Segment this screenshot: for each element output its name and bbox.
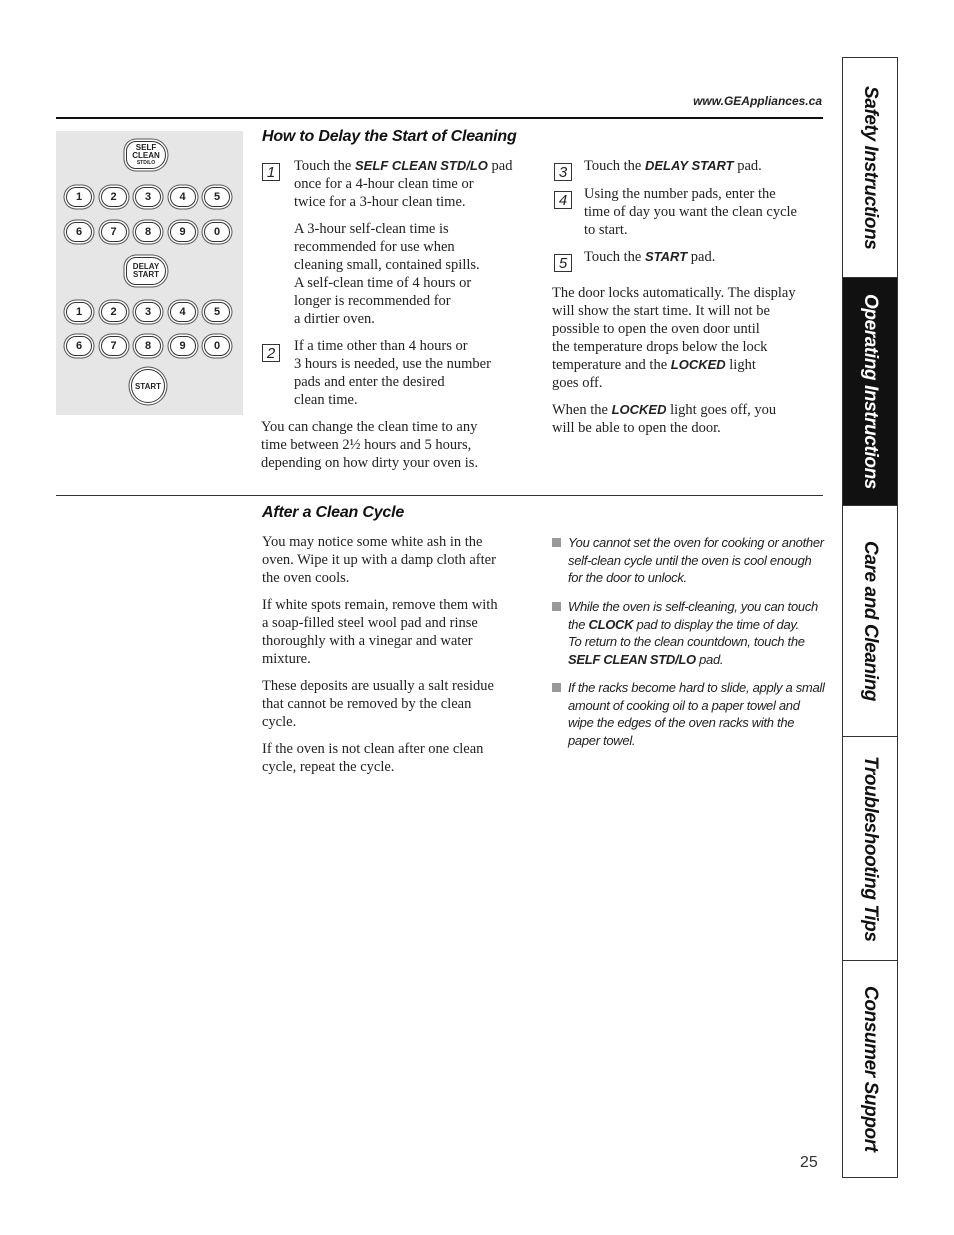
number-pad-2: 2 <box>101 302 127 322</box>
text-line: self-clean cycle until the oven is cool enough <box>568 552 812 568</box>
change-time-text <box>261 418 531 472</box>
text-line: the temperature drops below the lock <box>552 339 768 355</box>
number-pad-1: 1 <box>66 187 92 207</box>
text-line: a dirtier oven. <box>294 311 375 327</box>
tab-safety-instructions[interactable]: Safety Instructions <box>843 58 897 278</box>
number-pad-5: 5 <box>204 302 230 322</box>
text-line: longer is recommended for <box>294 293 451 309</box>
number-pad-6: 6 <box>66 222 92 242</box>
bullet-square-icon <box>552 538 561 547</box>
text-line: These deposits are usually a salt residue <box>262 678 494 694</box>
delay-start-label-2: START <box>132 270 160 279</box>
text-line: the oven cools. <box>262 570 350 586</box>
step-number: 2 <box>262 344 280 362</box>
start-pad-ref: START <box>645 249 688 264</box>
text-line: to start. <box>584 222 628 238</box>
after-paragraph <box>262 677 537 731</box>
after-paragraph <box>262 740 537 776</box>
after-paragraph <box>262 533 537 587</box>
top-rule <box>56 117 823 119</box>
number-pad-0: 0 <box>204 336 230 356</box>
text-line: thoroughly with a vinegar and water <box>262 633 473 649</box>
self-clean-label-2: CLEAN <box>132 151 160 160</box>
text-line: You cannot set the oven for cooking or another <box>568 535 824 550</box>
number-pad-6: 6 <box>66 336 92 356</box>
number-pad-0: 0 <box>204 222 230 242</box>
number-pad-3: 3 <box>135 302 161 322</box>
text-line: If a time other than 4 hours or <box>294 338 468 354</box>
text-line: The door locks automatically. The display <box>552 285 796 301</box>
text-line: clean time. <box>294 392 358 408</box>
text-line: You can change the clean time to any <box>261 419 478 435</box>
bullet-square-icon <box>552 683 561 692</box>
locked-light-ref: LOCKED <box>670 357 726 372</box>
number-pad-2: 2 <box>101 187 127 207</box>
text-line: wipe the edges of the oven racks with the <box>568 715 795 730</box>
text-line: cycle, repeat the cycle. <box>262 759 395 775</box>
tab-care-and-cleaning[interactable]: Care and Cleaning <box>843 506 897 737</box>
tab-troubleshooting-tips[interactable]: Troubleshooting Tips <box>843 737 897 961</box>
text-line: paper towel. <box>568 732 636 748</box>
number-pad-3: 3 <box>135 187 161 207</box>
text-line: that cannot be removed by the clean <box>262 696 472 712</box>
text-line: for the door to unlock. <box>568 570 687 585</box>
text-line: 3 hours is needed, use the number <box>294 356 491 372</box>
number-pad-1: 1 <box>66 302 92 322</box>
text-line: oven. Wipe it up with a damp cloth after <box>262 552 496 568</box>
number-pad-7: 7 <box>101 336 127 356</box>
number-pad-8: 8 <box>135 222 161 242</box>
text-line: time between 2½ hours and 5 hours, <box>261 437 472 453</box>
step-number: 1 <box>262 163 280 181</box>
text-line: If the racks become hard to slide, apply a small <box>568 680 825 695</box>
section-tabs <box>842 57 898 1178</box>
number-pad-8: 8 <box>135 336 161 356</box>
self-clean-pad <box>126 141 166 169</box>
step-number: 5 <box>554 254 572 272</box>
text-line: depending on how dirty your oven is. <box>261 455 479 471</box>
text-line: A self-clean time of 4 hours or <box>294 275 472 291</box>
self-clean-note <box>294 220 534 328</box>
step-number: 3 <box>554 163 572 181</box>
after-clean-heading: After a Clean Cycle <box>262 504 405 521</box>
delay-start-pad-ref: DELAY START <box>645 158 734 173</box>
text-line: recommended for use when <box>294 239 455 255</box>
text-line: A 3-hour self-clean time is <box>294 221 449 237</box>
number-pad-4: 4 <box>170 187 196 207</box>
number-pad-5: 5 <box>204 187 230 207</box>
text-line: possible to open the oven door until <box>552 321 760 337</box>
self-clean-label-1: SELF <box>135 143 157 152</box>
step3-text: Touch the DELAY START pad. <box>584 158 762 174</box>
text-line: a soap-filled steel wool pad and rinse <box>262 615 478 631</box>
step-number: 4 <box>554 191 572 209</box>
section-divider <box>56 495 823 496</box>
tab-consumer-support[interactable]: Consumer Support <box>860 986 881 1152</box>
step5-text: Touch the START pad. <box>584 249 716 265</box>
step1-text: Touch the SELF CLEAN STD/LO pad once for a 4-hour clean time or twice for a 3-hour clean time. <box>294 158 513 210</box>
after-paragraph <box>262 596 537 668</box>
number-pad-9: 9 <box>170 336 196 356</box>
number-pad-4: 4 <box>170 302 196 322</box>
self-clean-pad-ref: SELF CLEAN STD/LO <box>568 651 696 667</box>
locked-off-text: When the LOCKED light goes off, you will be able to open the door. <box>552 402 777 436</box>
text-line: Using the number pads, enter the <box>584 186 776 202</box>
door-lock-text: The door locks automatically. The display will show the start time. It will not be possible to open the oven door until the temperature drops below the lock temperature and the LOCKED light goes off. <box>552 285 796 391</box>
self-clean-label-3: STD/LO <box>136 160 156 166</box>
bullet-item <box>568 679 828 749</box>
text-line: amount of cooking oil to a paper towel and <box>568 697 800 713</box>
text-line: will show the start time. It will not be <box>552 303 770 319</box>
delay-start-label-1: DELAY <box>132 262 160 271</box>
text-line: time of day you want the clean cycle <box>584 204 797 220</box>
bullet-item <box>568 534 828 587</box>
step4-text <box>584 185 829 239</box>
number-pad-7: 7 <box>101 222 127 242</box>
delay-start-pad <box>126 257 166 285</box>
step2-text <box>294 337 534 409</box>
start-pad: START <box>131 369 165 403</box>
text-line: pads and enter the desired <box>294 374 445 390</box>
self-clean-pad-ref: SELF CLEAN STD/LO <box>355 158 488 173</box>
text-line: mixture. <box>262 651 311 667</box>
bullet-square-icon <box>552 602 561 611</box>
number-pad-9: 9 <box>170 222 196 242</box>
text-line: If white spots remain, remove them with <box>262 597 498 613</box>
text-line: cleaning small, contained spills. <box>294 257 480 273</box>
clock-pad-ref: CLOCK <box>588 616 634 632</box>
page-number: 25 <box>800 1154 818 1171</box>
control-panel-illustration <box>56 131 243 415</box>
tab-operating-instructions[interactable]: Operating Instructions <box>843 278 897 506</box>
locked-light-ref: LOCKED <box>611 402 667 417</box>
text-line: You may notice some white ash in the <box>262 534 483 550</box>
website-url[interactable]: www.GEAppliances.ca <box>693 94 822 108</box>
text-line: cycle. <box>262 714 297 730</box>
bullet-item: While the oven is self-cleaning, you can touch the CLOCK pad to display the time of day. To return to the clean countdown, touch the SELF CLEAN STD/LO pad. <box>568 598 828 668</box>
delay-heading: How to Delay the Start of Cleaning <box>262 128 517 145</box>
text-line: If the oven is not clean after one clean <box>262 741 484 757</box>
